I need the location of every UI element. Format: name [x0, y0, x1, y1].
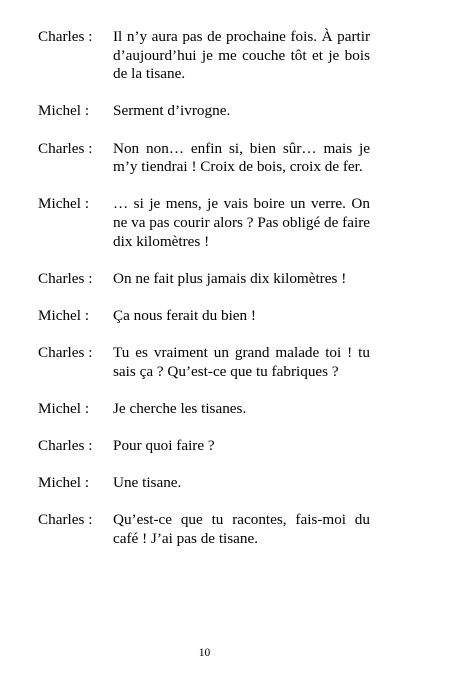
- dialogue-entry: [38, 270, 378, 289]
- dialogue-entry: [38, 474, 378, 493]
- dialogue-line: On ne fait plus jamais dix kilomètres !: [113, 269, 347, 287]
- page-number: 10: [198, 647, 211, 659]
- speaker-name: Michel :: [38, 399, 90, 417]
- speaker-name: Michel :: [38, 474, 90, 492]
- dialogue-entry: [38, 400, 378, 419]
- speaker-name: Charles :: [38, 344, 93, 362]
- dialogue-line: Une tisane.: [113, 474, 182, 492]
- dialogue-entry: [38, 511, 378, 548]
- speaker-name: Michel :: [38, 102, 90, 120]
- speaker-name: Charles :: [38, 511, 93, 529]
- speaker-name: Michel :: [38, 195, 90, 213]
- dialogue-line: Non non… enfin si, bien sûr… mais je m’y tiendrai ! Croix de bois, croix de fer.: [113, 139, 370, 176]
- dialogue-line: … si je mens, je vais boire un verre. On ne va pas courir alors ? Pas obligé de faire dix kilomètres !: [113, 195, 370, 250]
- dialogue-entry: [38, 344, 378, 381]
- dialogue-line: Serment d’ivrogne.: [113, 102, 231, 120]
- dialogue-line: Il n’y aura pas de prochaine fois. À partir d’aujourd’hui je me couche tôt et je bois de la tisane.: [113, 28, 370, 83]
- speaker-name: Michel :: [38, 306, 90, 324]
- dialogue-entry: [38, 307, 378, 326]
- dialogue-line: Tu es vraiment un grand malade toi ! tu sais ça ? Qu’est-ce que tu fabriques ?: [113, 344, 370, 380]
- dialogue-entry: [38, 102, 378, 121]
- speaker-name: Charles :: [38, 28, 93, 45]
- dialogue-entry: [38, 437, 378, 456]
- dialogue-line: Qu’est-ce que tu racontes, fais-moi du café ! J’ai pas de tisane.: [113, 511, 370, 548]
- dialogue-entry: [38, 195, 378, 251]
- speaker-name: Charles :: [38, 437, 93, 455]
- speaker-name: Charles :: [38, 139, 93, 157]
- dialogue-line: Ça nous ferait du bien !: [113, 306, 256, 324]
- dialogue-script: [38, 28, 378, 567]
- speaker-name: Charles :: [38, 269, 93, 287]
- dialogue-line: Je cherche les tisanes.: [113, 399, 247, 417]
- dialogue-line: Pour quoi faire ?: [113, 437, 215, 455]
- dialogue-entry: [38, 140, 378, 177]
- dialogue-entry: [38, 28, 378, 84]
